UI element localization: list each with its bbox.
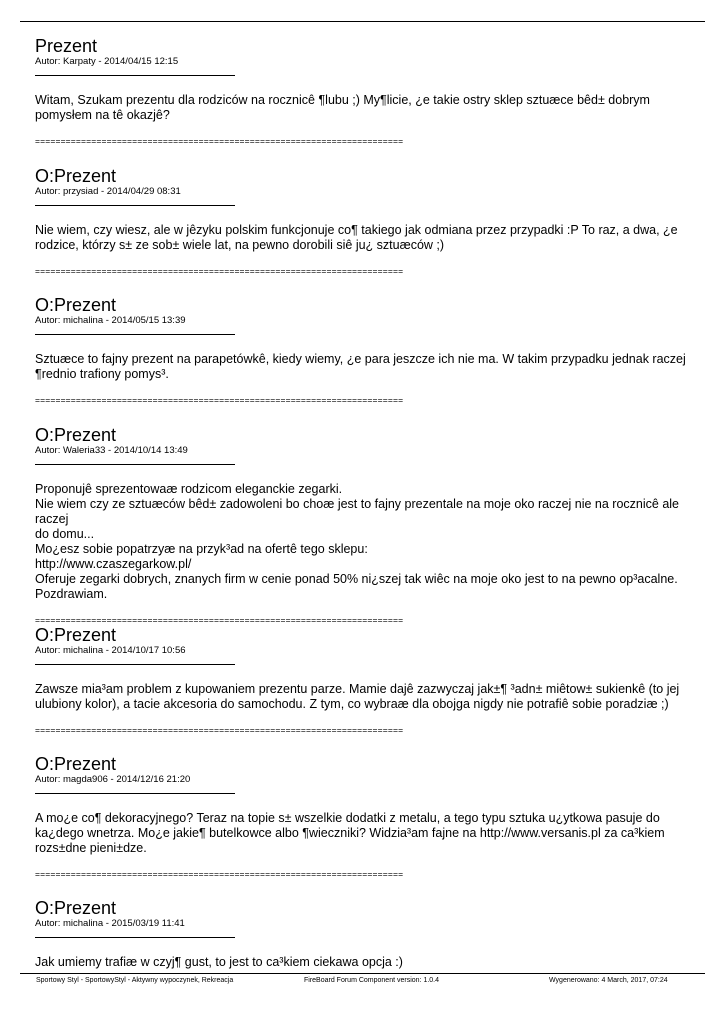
post-body-line: ulubiony kolor), a tacie akcesoria do samochodu. Z tym, co wybraæ dla obojga nigdy nie potrafiê sobie poradziæ ;) — [35, 696, 669, 711]
meta-rule — [35, 793, 235, 794]
post-body-line: Nie wiem czy ze sztuæców bêd± zadowoleni bo choæ jest to fajny prezentale na moje oko raczej nie na rocznicê ale raczej — [35, 496, 679, 526]
post-body-line: Nie wiem, czy wiesz, ale w jêzyku polskim funkcjonuje co¶ takiego jak odmiana przez przypadki :P To raz, a dwa, ¿e — [35, 222, 678, 237]
post-body-line: ka¿dego wnetrza. Mo¿e jakie¶ butelkowce albo ¶wieczniki? Widzia³am fajne na http://www.versanis.pl za ca³kiem — [35, 826, 665, 840]
post-title: Prezent — [35, 36, 98, 56]
post-title: O:Prezent — [35, 165, 117, 186]
post-separator: ======================================================================== — [35, 614, 404, 625]
post-meta: Autor: Waleria33 - 2014/10/14 13:49 — [35, 444, 188, 456]
post-body — [35, 352, 705, 382]
post-body-line: Zawsze mia³am problem z kupowaniem prezentu parze. Mamie dajê zazwyczaj jak±¶ ³adn± miêtow± sukienkê (to jej — [35, 681, 680, 696]
post-body — [35, 811, 705, 856]
post-title: O:Prezent — [35, 295, 117, 315]
post-body — [35, 93, 705, 123]
post — [35, 166, 705, 296]
meta-rule — [35, 75, 235, 76]
post-separator: ======================================================================== — [35, 395, 404, 405]
post-meta: Autor: magda906 - 2014/12/16 21:20 — [35, 774, 191, 785]
post — [35, 36, 705, 166]
post-body-link[interactable]: http://www.czaszegarkow.pl/ — [35, 556, 192, 571]
post-separator: ======================================================================== — [35, 869, 404, 879]
post-body-line: do domu... — [35, 526, 95, 541]
post — [35, 425, 705, 625]
post-body — [35, 955, 705, 970]
post-title: O:Prezent — [35, 754, 117, 774]
meta-rule — [35, 205, 235, 206]
meta-rule — [35, 334, 235, 335]
post — [35, 625, 705, 755]
post-body-line: Proponujê sprezentowaæ rodzicom eleganckie zegarki. — [35, 481, 343, 496]
post-body-line: Pozdrawiam. — [35, 586, 108, 601]
post-separator: ======================================================================== — [35, 724, 404, 735]
post-body-line: rodzice, którzy s± ze sob± wiele lat, na pewno dorobili siê ju¿ sztuæców ;) — [35, 237, 445, 252]
post-body — [35, 482, 705, 602]
post — [35, 754, 705, 898]
meta-rule — [35, 664, 235, 665]
footer-component-version: FireBoard Forum Component version: 1.0.4 — [304, 977, 440, 984]
post-body-line: Jak umiemy trafiæ w czyj¶ gust, to jest to ca³kiem ciekawa opcja :) — [35, 955, 403, 969]
meta-rule — [35, 464, 235, 465]
post-meta: Autor: michalina - 2015/03/19 11:41 — [35, 918, 185, 929]
post-title: O:Prezent — [35, 424, 117, 445]
post-meta: Autor: przysiad - 2014/04/29 08:31 — [35, 185, 181, 197]
post-body-line: Witam, Szukam prezentu dla rodziców na rocznicê ¶lubu ;) My¶licie, ¿e takie ostry sklep sztuæce bêd± dobrym — [35, 93, 650, 107]
footer-generated-date: Wygenerowano: 4 March, 2017, 07:24 — [549, 977, 668, 984]
post-body-line: pomysłem na tê okazjê? — [35, 108, 170, 122]
post-meta: Autor: michalina - 2014/05/15 13:39 — [35, 315, 186, 326]
meta-rule — [35, 937, 235, 938]
post-body-line: A mo¿e co¶ dekoracyjnego? Teraz na topie s± wszelkie dodatki z metalu, a tego typu sztuka u¿ytkowa pasuje do — [35, 811, 660, 825]
post-title: O:Prezent — [35, 898, 117, 918]
post-body — [35, 223, 705, 253]
post — [35, 898, 705, 978]
post-body-line: ¶rednio trafiony pomys³. — [35, 367, 169, 381]
post-separator: ======================================================================== — [35, 136, 404, 146]
footer-rule — [20, 973, 705, 974]
post-meta: Autor: Karpaty - 2014/04/15 12:15 — [35, 56, 179, 67]
post-title: O:Prezent — [35, 624, 117, 645]
top-rule — [20, 21, 705, 22]
post-body-line: Sztuæce to fajny prezent na parapetówkê, kiedy wiemy, ¿e para jeszcze ich nie ma. W takim przypadku jednak raczej — [35, 352, 686, 366]
post-body-line: Mo¿esz sobie popatrzyæ na przyk³ad na ofertê tego sklepu: — [35, 541, 368, 556]
post-body-line: rozs±dne pieni±dze. — [35, 841, 147, 855]
post-body-line: Oferuje zegarki dobrych, znanych firm w cenie ponad 50% ni¿szej tak wiêc na moje oko jest to na pewno op³acalne. — [35, 571, 678, 586]
post — [35, 295, 705, 425]
post-separator: ======================================================================== — [35, 265, 404, 276]
footer-site-name: Sportowy Styl - SportowyStyl - Aktywny wypoczynek, Rekreacja — [36, 977, 234, 984]
post-list — [35, 36, 705, 978]
post-meta: Autor: michalina - 2014/10/17 10:56 — [35, 644, 186, 656]
post-body — [35, 682, 705, 712]
